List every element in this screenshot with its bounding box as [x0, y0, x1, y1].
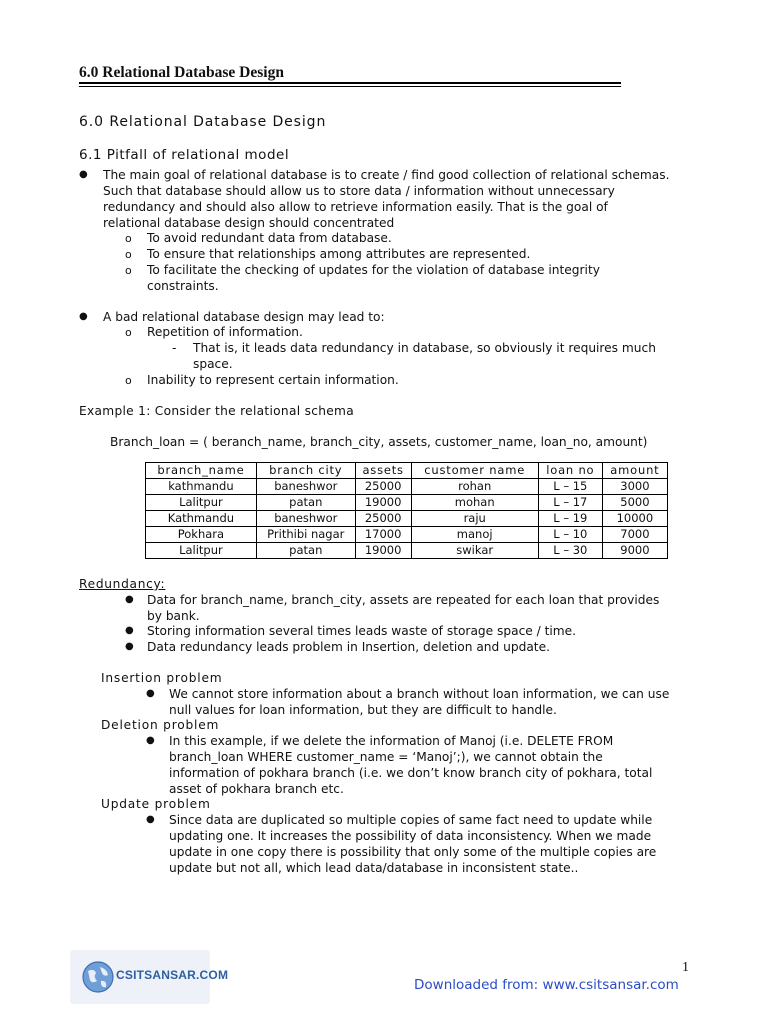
table-cell: rohan — [411, 479, 538, 495]
table-cell: 7000 — [602, 527, 667, 543]
table-row — [146, 511, 668, 527]
circle-bullet-icon: o — [125, 264, 132, 277]
table-header-cell: branch_name — [146, 463, 257, 479]
table-cell: Kathmandu — [146, 511, 257, 527]
branch-loan-table — [145, 462, 668, 559]
table-cell: raju — [411, 511, 538, 527]
goal-item: To facilitate the checking of updates for the violation of database integrity — [147, 263, 600, 277]
bullet-icon: ● — [125, 641, 134, 652]
table-cell: patan — [256, 543, 355, 559]
table-cell: Pokhara — [146, 527, 257, 543]
bad-design-intro: A bad relational database design may lead to: — [103, 310, 385, 324]
table-cell: baneshwor — [256, 511, 355, 527]
table-cell: 9000 — [602, 543, 667, 559]
table-cell: 25000 — [355, 511, 411, 527]
table-header-row — [146, 463, 668, 479]
bullet-icon: ● — [79, 169, 88, 180]
table-header-cell: branch city — [256, 463, 355, 479]
table-row — [146, 495, 668, 511]
csitsansar-logo — [70, 950, 229, 1004]
table-cell: 5000 — [602, 495, 667, 511]
table-cell: L – 30 — [538, 543, 602, 559]
bullet-icon: ● — [146, 688, 155, 699]
download-link[interactable]: Downloaded from: www.csitsansar.com — [414, 977, 679, 993]
table-cell: L – 19 — [538, 511, 602, 527]
bad-design-item-1: Repetition of information. — [147, 325, 303, 339]
update-line-2: updating one. It increases the possibility of data inconsistency. When we made — [169, 829, 652, 843]
goal-line-4: relational database design should concentrated — [103, 216, 395, 230]
deletion-line-1: In this example, if we delete the information of Manoj (i.e. DELETE FROM — [169, 734, 614, 748]
table-row — [146, 479, 668, 495]
section-title: 6.0 Relational Database Design — [79, 114, 327, 130]
deletion-line-3: information of pokhara branch (i.e. we don’t know branch city of pokhara, total — [169, 766, 653, 780]
goal-item-continuation: constraints. — [147, 279, 219, 293]
insertion-heading: Insertion problem — [101, 671, 223, 685]
redundancy-bullet-1-line-2: by bank. — [147, 609, 200, 623]
table-row — [146, 543, 668, 559]
insertion-line-1: We cannot store information about a branch without loan information, we can use — [169, 687, 670, 701]
table-header-cell: customer name — [411, 463, 538, 479]
goal-line-2: Such that database should allow us to store data / information without unnecessary — [103, 184, 615, 198]
circle-bullet-icon: o — [125, 374, 132, 387]
circle-bullet-icon: o — [125, 326, 132, 339]
bad-design-item-2: Inability to represent certain information. — [147, 373, 399, 387]
table-cell: 3000 — [602, 479, 667, 495]
table-cell: L – 15 — [538, 479, 602, 495]
redundancy-bullet-2: Storing information several times leads waste of storage space / time. — [147, 624, 577, 638]
table-cell: manoj — [411, 527, 538, 543]
update-line-3: update in one copy there is possibility that only some of the multiple copies are — [169, 845, 657, 859]
deletion-line-4: asset of pokhara branch etc. — [169, 782, 344, 796]
redundancy-bullet-3: Data redundancy leads problem in Insertion, deletion and update. — [147, 640, 550, 654]
table-cell: kathmandu — [146, 479, 257, 495]
table-header-cell: loan no — [538, 463, 602, 479]
bullet-icon: ● — [146, 735, 155, 746]
circle-bullet-icon: o — [125, 232, 132, 245]
update-line-4: update but not all, which lead data/database in inconsistent state.. — [169, 861, 579, 875]
table-header-cell: amount — [602, 463, 667, 479]
table-cell: 19000 — [355, 495, 411, 511]
table-cell: 17000 — [355, 527, 411, 543]
header-rule-thin — [79, 86, 621, 87]
update-line-1: Since data are duplicated so multiple copies of same fact need to update while — [169, 813, 653, 827]
goal-line-3: redundancy and should also allow to retrieve information easily. That is the goal of — [103, 200, 608, 214]
bullet-icon: ● — [125, 625, 134, 636]
bullet-icon: ● — [146, 814, 155, 825]
goal-line-1: The main goal of relational database is to create / find good collection of relational schemas. — [103, 168, 670, 182]
table-cell: patan — [256, 495, 355, 511]
logo-text: CSITSANSAR.COM — [116, 968, 229, 982]
goal-item: To avoid redundant data from database. — [147, 231, 392, 245]
table-cell: swikar — [411, 543, 538, 559]
table-cell: Lalitpur — [146, 495, 257, 511]
example-label: Example 1: Consider the relational schema — [79, 404, 354, 418]
redundancy-bullet-1-line-1: Data for branch_name, branch_city, assets are repeated for each loan that provides — [147, 593, 660, 607]
update-heading: Update problem — [101, 797, 211, 811]
header-rule — [79, 82, 621, 84]
bullet-icon: ● — [125, 594, 134, 605]
table-cell: L – 10 — [538, 527, 602, 543]
table-cell: Lalitpur — [146, 543, 257, 559]
goal-item: To ensure that relationships among attributes are represented. — [147, 247, 531, 261]
bad-design-dash-line-2: space. — [193, 357, 233, 371]
redundancy-heading: Redundancy: — [79, 577, 166, 591]
dash-bullet-icon: - — [172, 341, 177, 355]
table-cell: 19000 — [355, 543, 411, 559]
table-cell: baneshwor — [256, 479, 355, 495]
page-number: 1 — [682, 960, 689, 975]
bullet-icon: ● — [79, 311, 88, 322]
table-row — [146, 527, 668, 543]
table-cell: L – 17 — [538, 495, 602, 511]
circle-bullet-icon: o — [125, 248, 132, 261]
table-cell: 25000 — [355, 479, 411, 495]
example-schema: Branch_loan = ( beranch_name, branch_city, assets, customer_name, loan_no, amount) — [110, 435, 648, 449]
bad-design-dash-line-1: That is, it leads data redundancy in database, so obviously it requires much — [193, 341, 656, 355]
subsection-title: 6.1 Pitfall of relational model — [79, 147, 290, 163]
table-cell: Prithibi nagar — [256, 527, 355, 543]
globe-icon — [80, 959, 116, 995]
table-cell: mohan — [411, 495, 538, 511]
insertion-line-2: null values for loan information, but they are difficult to handle. — [169, 703, 557, 717]
table-header-cell: assets — [355, 463, 411, 479]
page-header-title: 6.0 Relational Database Design — [79, 64, 284, 81]
deletion-line-2: branch_loan WHERE customer_name = ‘Manoj’;), we cannot obtain the — [169, 750, 603, 764]
table-cell: 10000 — [602, 511, 667, 527]
deletion-heading: Deletion problem — [101, 718, 220, 732]
